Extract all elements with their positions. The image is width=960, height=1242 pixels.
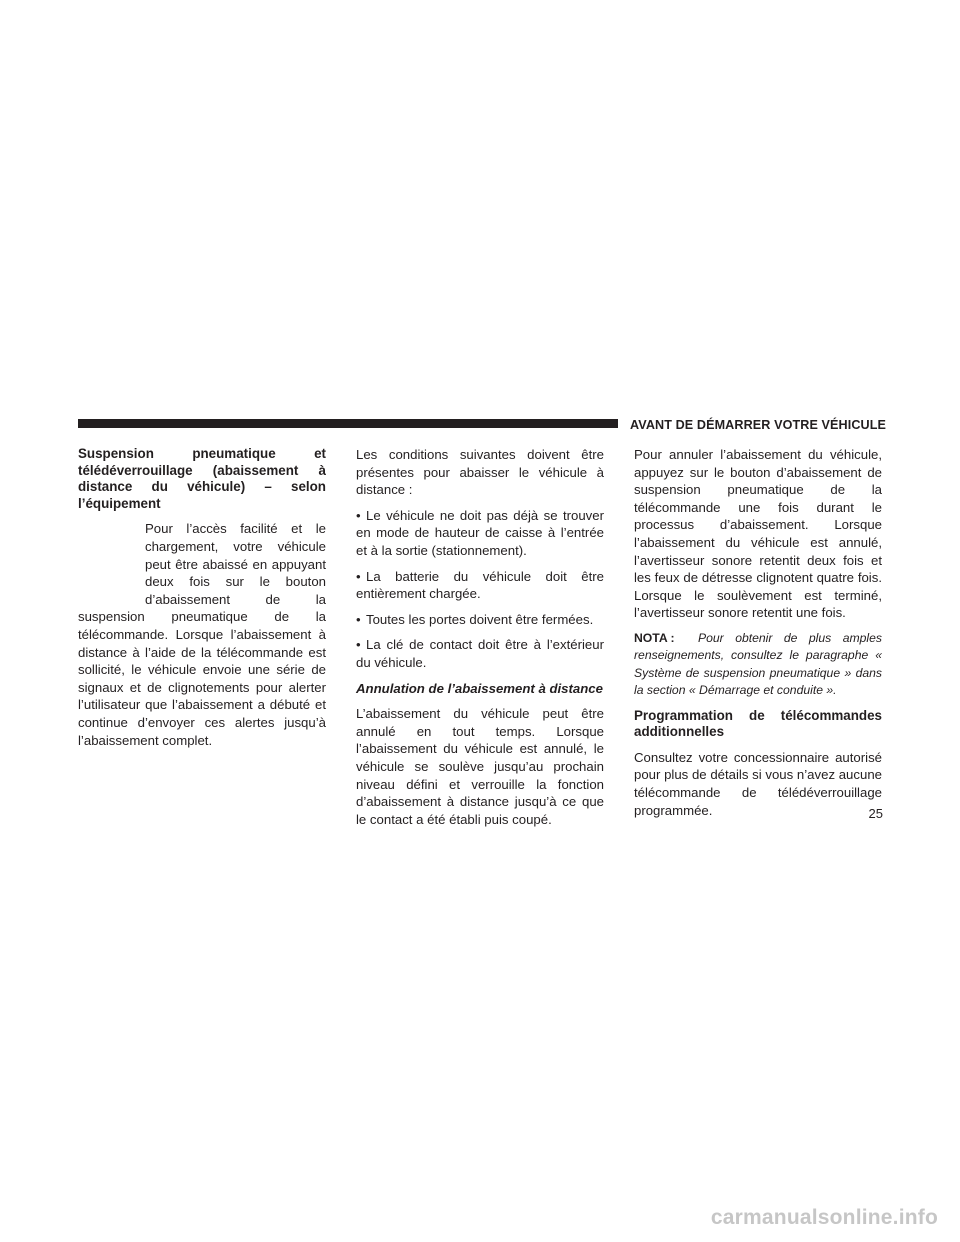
column-3: [634, 446, 882, 827]
bullet-icon: •: [356, 637, 361, 653]
icon-placeholder: [78, 520, 145, 604]
subheading-cancel-lowering: Annulation de l’abaissement à distance: [356, 680, 603, 696]
bullet-item: • La batterie du véhicule doit être entièrement chargée.: [356, 568, 604, 602]
bullet-icon: •: [356, 611, 361, 627]
bullet-icon: •: [356, 568, 361, 584]
watermark-text: carmanualsonline.info: [710, 1206, 938, 1229]
section-heading-programming: Programmation de télécommandes additionnelles: [634, 707, 882, 740]
bullet-item: • La clé de contact doit être à l’extérieur du véhicule.: [356, 637, 604, 670]
note-label: NOTA :: [634, 630, 675, 645]
header-rule: [78, 419, 618, 428]
page-number: 25: [868, 806, 883, 821]
paragraph-cancel-instructions: Pour annuler l’abaissement du véhicule, appuyez sur le bouton d’abaissement de suspension pneumatique de la télécommande une fois durant le processus d’abaissement. Lorsque l’abaissement du véhicule est annulé, l’avertisseur sonore retentit deux fois et les feux de détresse clignotent quatre fois. Lorsque le soulèvement est terminé, l’avertisseur sonore retentit une fois.: [634, 447, 882, 621]
note-block: [634, 630, 882, 700]
bullet-item: • Toutes les portes doivent être fermées.: [356, 611, 594, 627]
bullet-icon: •: [356, 507, 361, 523]
paragraph-conditions-intro: Les conditions suivantes doivent être présentes pour abaisser le véhicule à distance :: [356, 447, 604, 498]
section-title: AVANT DE DÉMARRER VOTRE VÉHICULE: [630, 418, 887, 432]
paragraph-programming: Consultez votre concessionnaire autorisé pour plus de détails si vous n’avez aucune télécommande de télédéverrouillage programmée.: [634, 749, 882, 818]
bullet-item: • Le véhicule ne doit pas déjà se trouver en mode de hauteur de caisse à l’entrée et à la sortie (stationnement).: [356, 507, 604, 558]
column-1: [78, 446, 326, 757]
paragraph-remote-lowering: Pour l’accès facilité et le chargement, votre véhicule peut être abaissé en appuyant deux fois sur le bouton d’abaissement de la suspension pneumatique de la télécommande. Lorsque l’abaissement à distance à l’aide de la télécommande est sollicité, le véhicule envoie une série de signaux et de clignotements pour alerter l’utilisateur que l’abaissement a débuté et continue d’envoyer ces alertes jusqu’à l’abaissement complet.: [78, 521, 326, 748]
column-2: [356, 446, 604, 836]
paragraph-cancel-lowering: L’abaissement du véhicule peut être annulé en tout temps. Lorsque l’abaissement du véhicule est annulé, le véhicule se soulève jusqu’au prochain niveau défini et verrouille la fonction d’abaissement à distance jusqu’à ce que le contact a été établi puis coupé.: [356, 706, 604, 827]
section-heading-air-suspension: Suspension pneumatique et télédéverrouillage (abaissement à distance du véhicule) – selon l’équipement: [78, 446, 326, 511]
note-text: Pour obtenir de plus amples renseignements, consultez le paragraphe « Système de suspension pneumatique » dans la section « Démarrage et conduite ».: [634, 630, 882, 698]
